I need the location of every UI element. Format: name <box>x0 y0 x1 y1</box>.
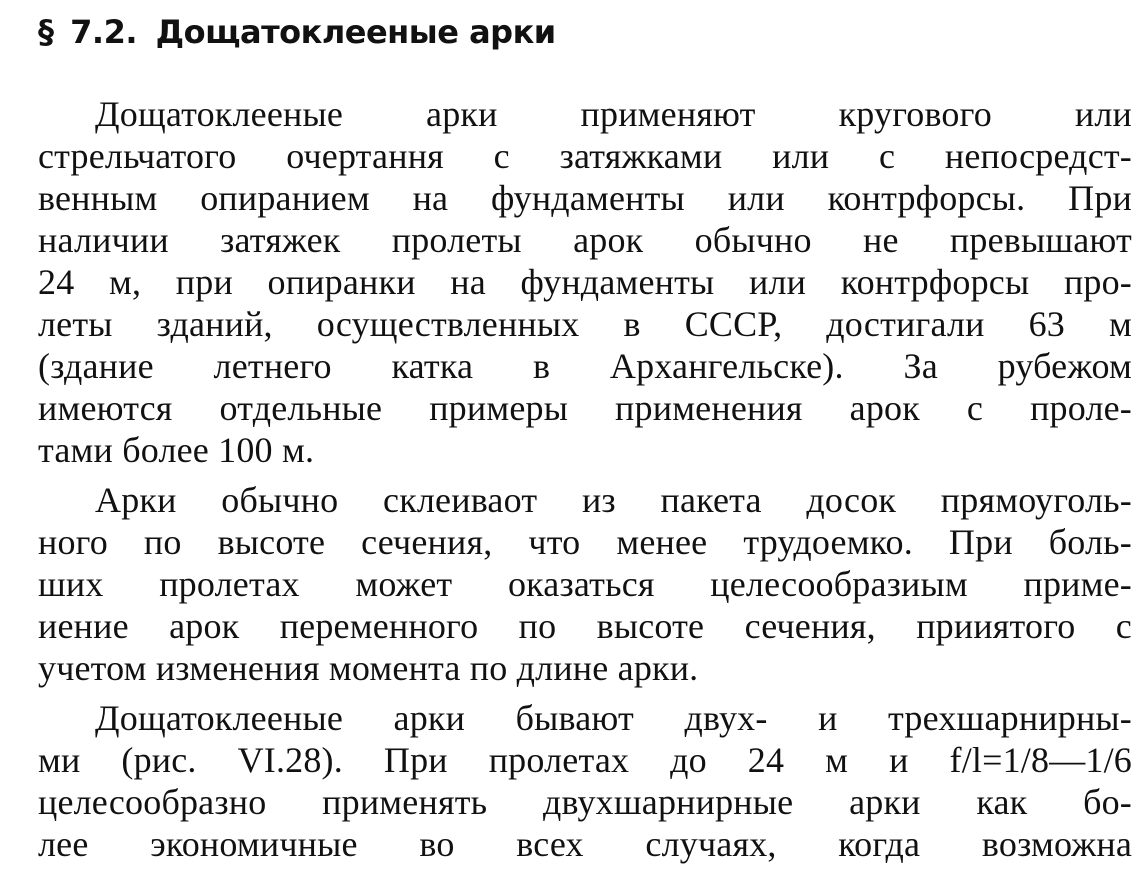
section-title: Дощатоклееные арки <box>155 13 556 51</box>
text-line: 24 м, при опиранки на фундаменты или контрфорсы про- <box>38 262 1132 302</box>
section-heading <box>38 12 1132 52</box>
section-sign: § <box>38 13 54 51</box>
text-line: леты зданий, осуществленных в СССР, достигали 63 м <box>38 304 1132 344</box>
text-line: целесообразно применять двухшарнирные арки как бо- <box>38 782 1132 822</box>
text-line: тами более 100 м. <box>38 430 315 470</box>
text-line: иение арок переменного по высоте сечения, прииятого с <box>38 606 1132 646</box>
text-line: Дощатоклееные арки бывают двух- и трехшарнирны- <box>95 698 1132 738</box>
text-line: (здание летнего катка в Архангельске). За рубежом <box>38 346 1132 386</box>
text-line: ми (рис. VI.28). При пролетах до 24 м и f/l=1/8—1/6 <box>38 740 1132 780</box>
text-line: ного по высоте сечения, что менее трудоемко. При боль- <box>38 522 1132 562</box>
text-line: Арки обычно склеиваот из пакета досок прямоуголь- <box>95 480 1132 520</box>
text-line: учетом изменения момента по длине арки. <box>38 648 699 688</box>
text-line: наличии затяжек пролеты арок обычно не превышают <box>38 220 1132 260</box>
text-line: стрельчатого очертання с затяжками или с непосредст- <box>38 136 1132 176</box>
paragraph-2 <box>38 479 1132 689</box>
paragraph-1 <box>38 93 1132 471</box>
text-line: имеются отдельные примеры применения арок с проле- <box>38 388 1132 428</box>
document-body <box>38 93 1132 865</box>
text-line: венным опиранием на фундаменты или контрфорсы. При <box>38 178 1132 218</box>
document-page <box>38 0 1132 873</box>
text-line: Дощатоклееные арки применяют кругового или <box>95 94 1132 134</box>
text-line: ших пролетах может оказаться целесообразиым приме- <box>38 564 1132 604</box>
paragraph-3 <box>38 697 1132 865</box>
section-number: 7.2. <box>70 13 137 51</box>
text-line: лее экономичные во всех случаях, когда возможна <box>38 824 1132 864</box>
